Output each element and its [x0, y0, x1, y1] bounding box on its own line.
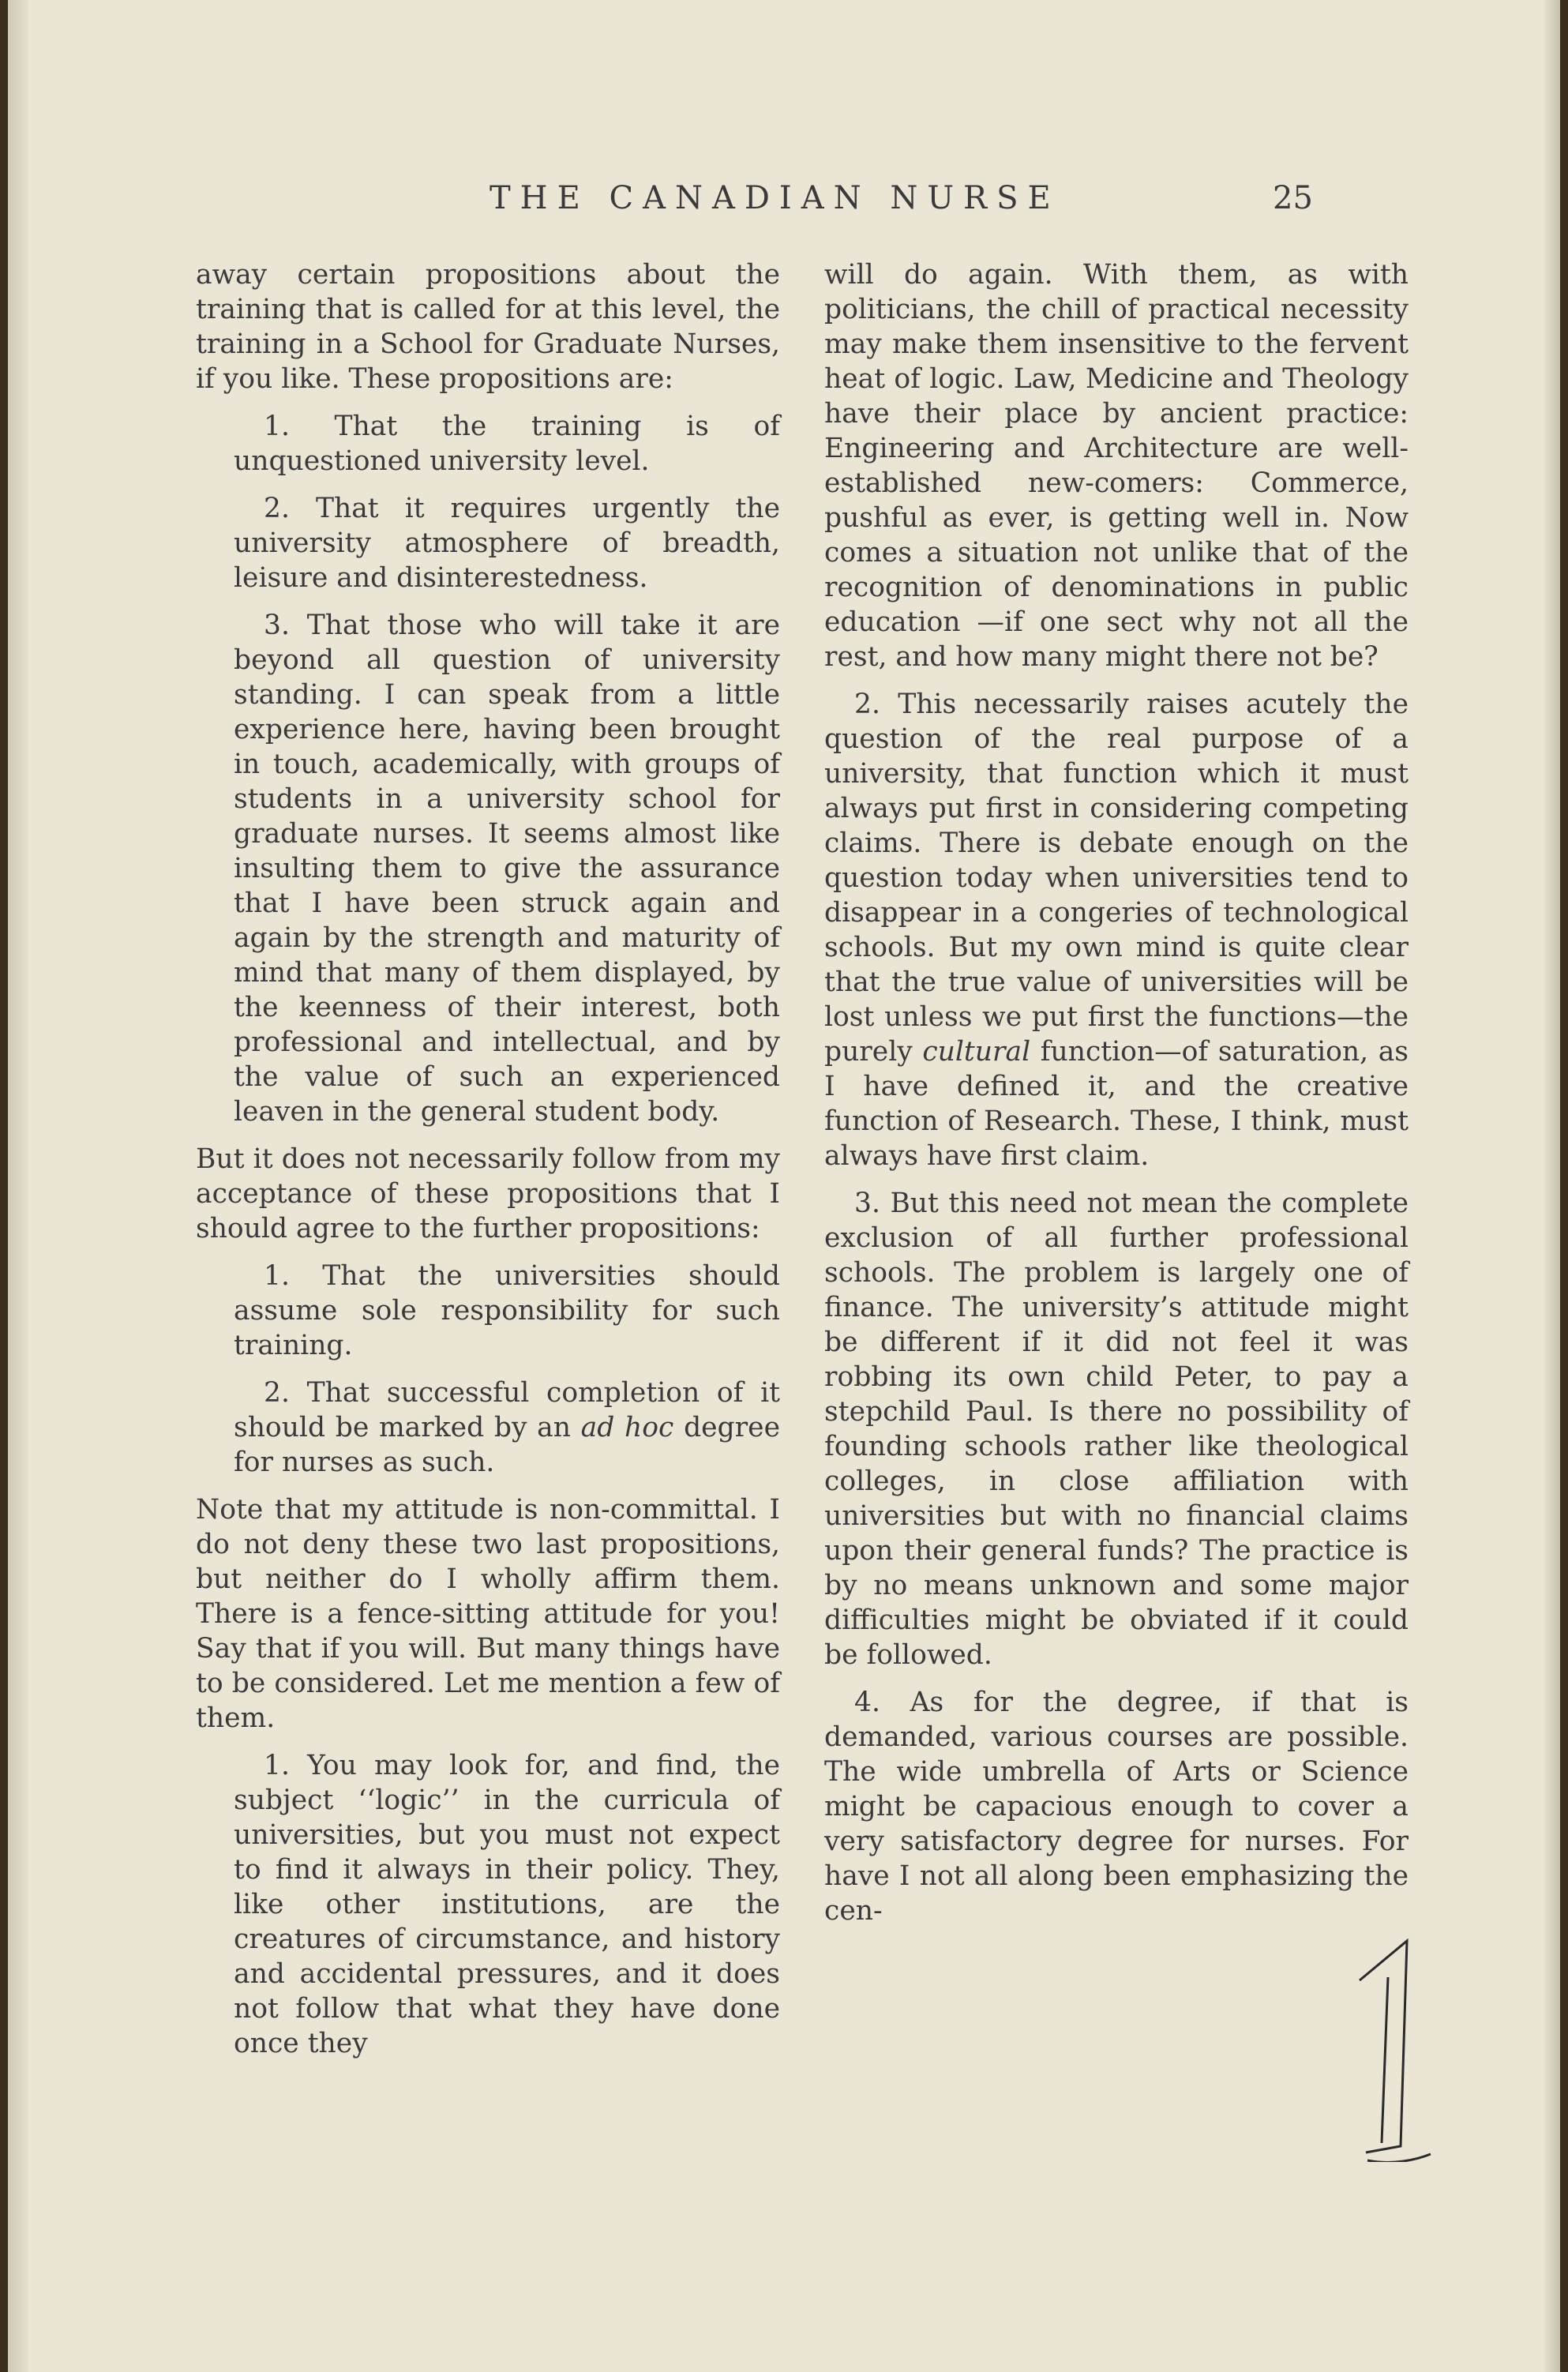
italic-text: cultural [922, 1036, 1031, 1068]
italic-text: ad hoc [580, 1412, 674, 1443]
running-header: THE CANADIAN NURSE [490, 180, 1060, 216]
text-run: degree for nurses as such. [234, 1412, 780, 1478]
list-item: 3. That those who will take it are beyond all question of university standing. I can speak from a little experience here, having been brought in touch, academically, with groups of students in a university school for graduate nurses. It seems almost like insulting them to give the assurance that I have been struck again and again by the strength and maturity of mind that many of them displayed, by the keenness of their interest, both professional and intellectual, and by the value of such an experienced leaven in the general student body. [234, 610, 780, 1128]
paragraph: But it does not necessarily follow from my acceptance of these propositions that I should agree to the further propositions: [196, 1143, 780, 1244]
list-item: 1. You may look for, and find, the subject ‘‘logic’’ in the curricula of universities, but you must not expect to find it always in their policy. They, like other institutions, are the creatures of circumstance, and history and accidental pressures, and it does not follow that what they have done once they [234, 1750, 780, 2059]
left-column [196, 257, 780, 2074]
paragraph: away certain propositions about the training that is called for at this level, the training in a School for Graduate Nurses, if you like. These propositions are: [196, 259, 780, 395]
paragraph: Note that my attitude is non-committal. I do not deny these two last propositions, but neither do I wholly affirm them. There is a fence-sitting attitude for you! Say that if you will. But many things have to be considered. Let me mention a few of them. [196, 1494, 780, 1734]
paragraph: 4. As for the degree, if that is demanded, various courses are possible. The wide umbrella of Arts or Science might be capacious enough to cover a very satisfactory degree for nurses. For have I not all along been emphasizing the cen- [824, 1687, 1409, 1927]
right-column [824, 257, 1409, 1941]
list-item: 1. That the training is of unquestioned university level. [234, 411, 780, 477]
list-item: 2. That it requires urgently the university atmosphere of breadth, leisure and disinterestedness. [234, 493, 780, 594]
text-run: function—of saturation, as I have defined it, and the creative function of Research. These, I think, must always have first claim. [824, 1036, 1409, 1172]
handwritten-bracket-mark [1352, 1909, 1439, 2162]
text-run: 2. This necessarily raises acutely the question of the real purpose of a university, that function which it must always put first in considering competing claims. There is debate enough on the question today when universities tend to disappear in a congeries of technological schools. But my own mind is quite clear that the true value of universities will be lost unless we put first the functions—the purely [824, 689, 1409, 1068]
text-run: 2. That successful completion of it should be marked by an [234, 1377, 780, 1443]
paragraph: 3. But this need not mean the complete exclusion of all further professional schools. The problem is largely one of finance. The university’s attitude might be different if it did not feel it was robbing its own child Peter, to pay a stepchild Paul. Is there no possibility of founding schools rather like theological colleges, in close affiliation with universities but with no financial claims upon their general funds? The practice is by no means unknown and some major difficulties might be obviated if it could be followed. [824, 1188, 1409, 1671]
paragraph: will do again. With them, as with politicians, the chill of practical necessity may make them insensitive to the fervent heat of logic. Law, Medicine and Theology have their place by ancient practice: Engineering and Architecture are well-established new-comers: Commerce, pushful as ever, is getting well in. Now comes a situation not unlike that of the recognition of denominations in public education —if one sect why not all the rest, and how many might there not be? [824, 259, 1409, 673]
page-edge [1544, 0, 1560, 2372]
paragraph [824, 687, 1409, 1173]
list-item: 1. That the universities should assume sole responsibility for such training. [234, 1260, 780, 1361]
list-item [196, 1376, 780, 1480]
page-binding [8, 0, 28, 2372]
page-number: 25 [1273, 180, 1313, 216]
